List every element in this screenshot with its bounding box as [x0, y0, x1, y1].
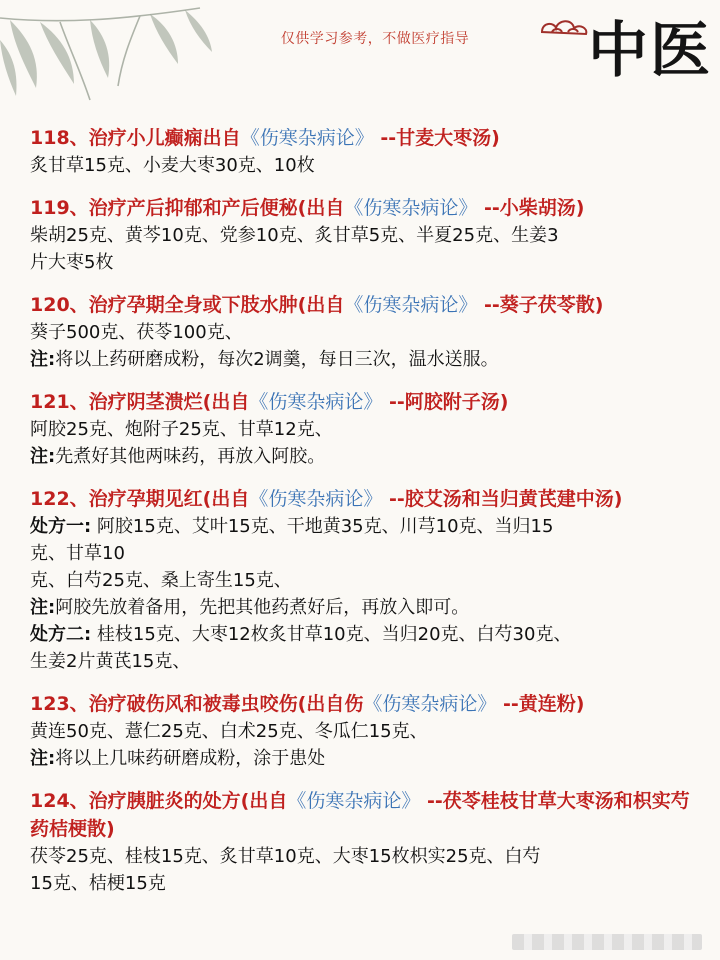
line-text: 茯苓25克、桂枝15克、炙甘草10克、大枣15枚枳实25克、白芍 [30, 846, 541, 867]
line-label: 注: [30, 446, 56, 467]
line-text: 克、白芍25克、桑上寄生15克、 [30, 570, 292, 591]
entry-remedy-name: --胶艾汤和当归黄芪建中汤) [382, 488, 623, 510]
ingredient-line [30, 718, 695, 745]
entry-remedy-name: --小柴胡汤) [477, 197, 585, 219]
prescription-entry [30, 388, 695, 470]
entry-book-source: 《伤寒杂病论》 [240, 127, 374, 149]
entry-book-source: 《伤寒杂病论》 [287, 790, 421, 812]
line-text: 柴胡25克、黄芩10克、党参10克、炙甘草5克、半夏25克、生姜3 [30, 225, 559, 246]
line-text: 克、甘草10 [30, 543, 125, 564]
entry-title [30, 124, 695, 152]
entry-book-source: 《伤寒杂病论》 [363, 693, 497, 715]
line-text: 阿胶25克、炮附子25克、甘草12克、 [30, 419, 333, 440]
line-text: 15克、桔梗15克 [30, 873, 166, 894]
line-text: 黄连50克、薏仁25克、白术25克、冬瓜仁15克、 [30, 721, 428, 742]
line-text: 片大枣5枚 [30, 252, 114, 273]
ingredient-line [30, 152, 695, 179]
prescription-entry [30, 194, 695, 276]
entry-title [30, 787, 695, 843]
entry-topic: 治疗阴茎溃烂(出自 [88, 391, 250, 413]
line-text: 将以上药研磨成粉，每次2调羹，每日三次，温水送服。 [55, 349, 499, 370]
entry-title [30, 388, 695, 416]
ingredient-line [30, 222, 695, 249]
ingredient-line [30, 843, 695, 870]
prescription-entry [30, 124, 695, 179]
entry-number: 124、 [30, 790, 89, 812]
entry-number: 122、 [30, 488, 89, 510]
line-label: 注: [30, 597, 56, 618]
ingredient-line [30, 594, 695, 621]
line-text: 生姜2片黄芪15克、 [30, 651, 191, 672]
entry-book-source: 《伤寒杂病论》 [344, 197, 478, 219]
disclaimer-text: 仅供学习参考，不做医疗指导 [280, 31, 470, 47]
line-text: 先煮好其他两味药，再放入阿胶。 [55, 446, 326, 467]
line-text: 炙甘草15克、小麦大枣30克、10枚 [30, 155, 315, 176]
ingredient-line [30, 567, 695, 594]
ingredient-line [30, 540, 695, 567]
entry-remedy-name: --阿胶附子汤) [382, 391, 509, 413]
entry-number: 119、 [30, 197, 89, 219]
entry-title [30, 485, 695, 513]
entry-title [30, 690, 695, 718]
entry-remedy-name: --葵子茯苓散) [477, 294, 604, 316]
entry-topic: 治疗孕期见红(出自 [88, 488, 250, 510]
line-text: 将以上几味药研磨成粉，涂于患处 [55, 748, 326, 769]
ingredient-line [30, 745, 695, 772]
prescription-entry [30, 690, 695, 772]
entry-book-source: 《伤寒杂病论》 [249, 391, 383, 413]
line-text: 葵子500克、茯苓100克、 [30, 322, 243, 343]
line-text: 阿胶先放着备用，先把其他药煮好后，再放入即可。 [55, 597, 470, 618]
entry-number: 123、 [30, 693, 89, 715]
prescription-entry [30, 291, 695, 373]
line-text: 桂枝15克、大枣12枚炙甘草10克、当归20克、白芍30克、 [91, 624, 572, 645]
zhongyi-calligraphy-logo: 中医 [588, 16, 712, 86]
watermark-blur [512, 934, 702, 950]
entry-topic: 治疗小儿癫痫出自 [88, 127, 241, 149]
entry-remedy-name: --甘麦大枣汤) [373, 127, 500, 149]
cloud-ornament-icon [538, 12, 592, 40]
ingredient-line [30, 621, 695, 648]
ingredient-line [30, 870, 695, 897]
entry-topic: 治疗孕期全身或下肢水肿(出自 [88, 294, 345, 316]
bamboo-branch-decoration [0, 0, 230, 110]
ingredient-line [30, 416, 695, 443]
entry-topic: 治疗产后抑郁和产后便秘(出自 [88, 197, 345, 219]
line-label: 处方二: [30, 624, 92, 645]
line-text: 阿胶15克、艾叶15克、干地黄35克、川芎10克、当归15 [91, 516, 554, 537]
entry-number: 121、 [30, 391, 89, 413]
prescription-list [30, 124, 695, 912]
entry-title [30, 291, 695, 319]
entry-topic: 治疗破伤风和被毒虫咬伤(出自伤 [88, 693, 364, 715]
ingredient-line [30, 319, 695, 346]
entry-number: 118、 [30, 127, 89, 149]
ingredient-line [30, 648, 695, 675]
line-label: 注: [30, 748, 56, 769]
ingredient-line [30, 346, 695, 373]
line-label: 处方一: [30, 516, 92, 537]
ingredient-line [30, 513, 695, 540]
entry-book-source: 《伤寒杂病论》 [249, 488, 383, 510]
prescription-entry [30, 485, 695, 675]
entry-remedy-name: --黄连粉) [496, 693, 585, 715]
entry-number: 120、 [30, 294, 89, 316]
ingredient-line [30, 443, 695, 470]
entry-book-source: 《伤寒杂病论》 [344, 294, 478, 316]
ingredient-line [30, 249, 695, 276]
entry-title [30, 194, 695, 222]
entry-topic: 治疗胰脏炎的处方(出自 [88, 790, 288, 812]
prescription-entry [30, 787, 695, 897]
line-label: 注: [30, 349, 56, 370]
entry-remedy-name: --茯苓桂枝甘草大枣汤和枳实芍药桔梗散) [30, 790, 690, 840]
